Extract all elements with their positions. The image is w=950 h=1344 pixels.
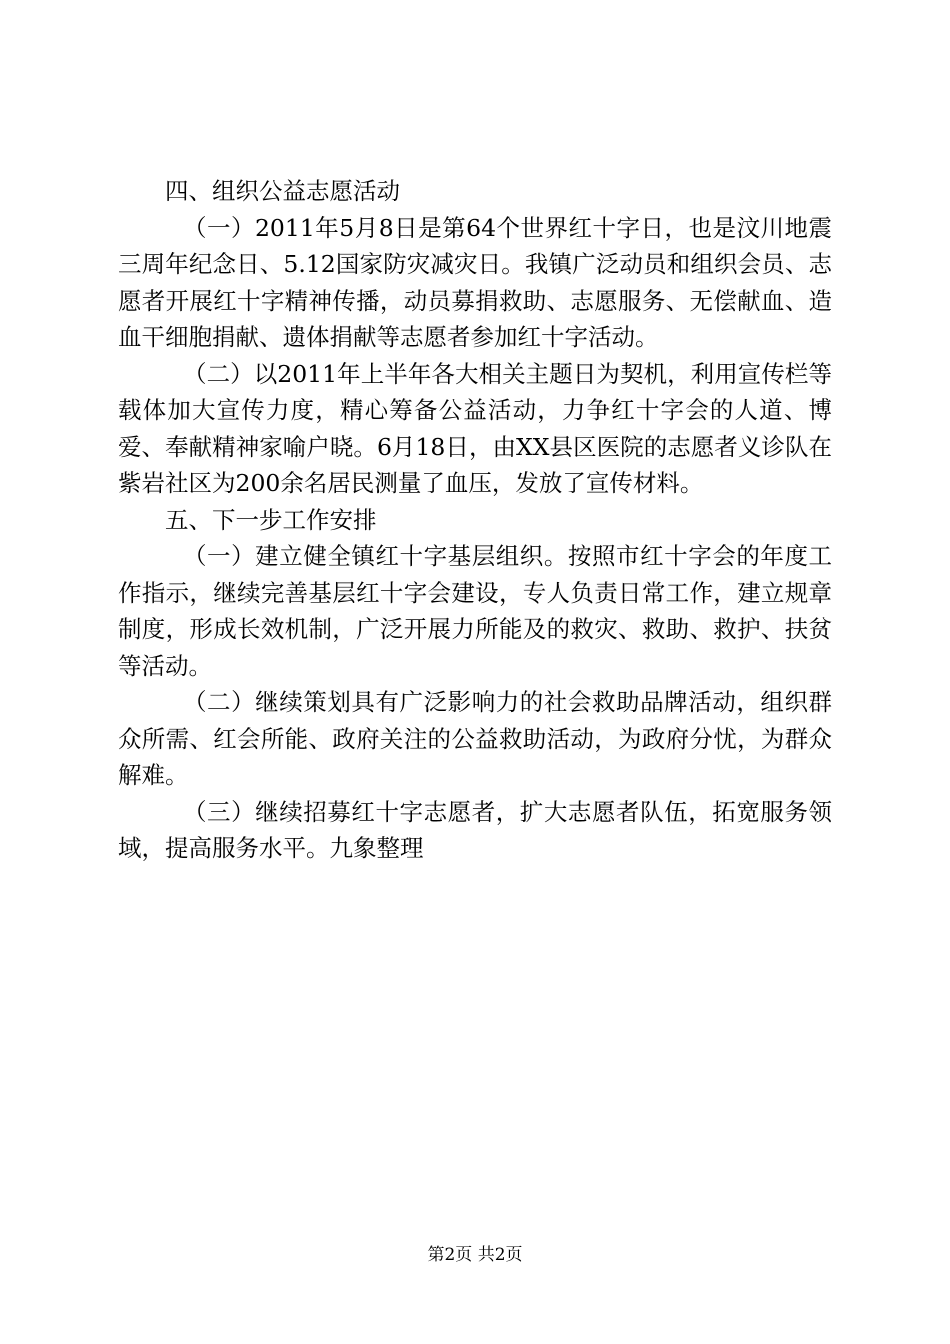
section-heading-next-steps: 五、下一步工作安排 [165,505,377,534]
paragraph-brand-activities: （二）继续策划具有广泛影响力的社会救助品牌活动，组织群众所需、红会所能、政府关注的公益救助活动，为政府分忧，为群众解难。 [118,688,832,789]
paragraph-grassroots-organization: （一）建立健全镇红十字基层组织。按照市红十字会的年度工作指示，继续完善基层红十字会建设，专人负责日常工作，建立规章制度，形成长效机制，广泛开展力所能及的救灾、救助、救护、扶贫等活动。 [118,542,832,680]
paragraph-recruit-volunteers: （三）继续招募红十字志愿者，扩大志愿者队伍，拓宽服务领域，提高服务水平。九象整理 [118,797,832,862]
paragraph-publicity-clinic: （二）以2011年上半年各大相关主题日为契机，利用宣传栏等载体加大宣传力度，精心筹备公益活动，力争红十字会的人道、博爱、奉献精神家喻户晓。6月18日，由XX县区医院的志愿者义诊队在紫岩社区为200余名居民测量了血压，发放了宣传材料。 [118,359,832,497]
document-body [118,173,832,867]
paragraph-red-cross-day: （一）2011年5月8日是第64个世界红十字日，也是汶川地震三周年纪念日、5.12国家防灾减灾日。我镇广泛动员和组织会员、志愿者开展红十字精神传播，动员募捐救助、志愿服务、无偿献血、造血干细胞捐献、遗体捐献等志愿者参加红十字活动。 [118,213,832,351]
page-number-footer: 第2页 共2页 [427,1245,523,1265]
section-heading-organize-activities: 四、组织公益志愿活动 [165,177,400,205]
